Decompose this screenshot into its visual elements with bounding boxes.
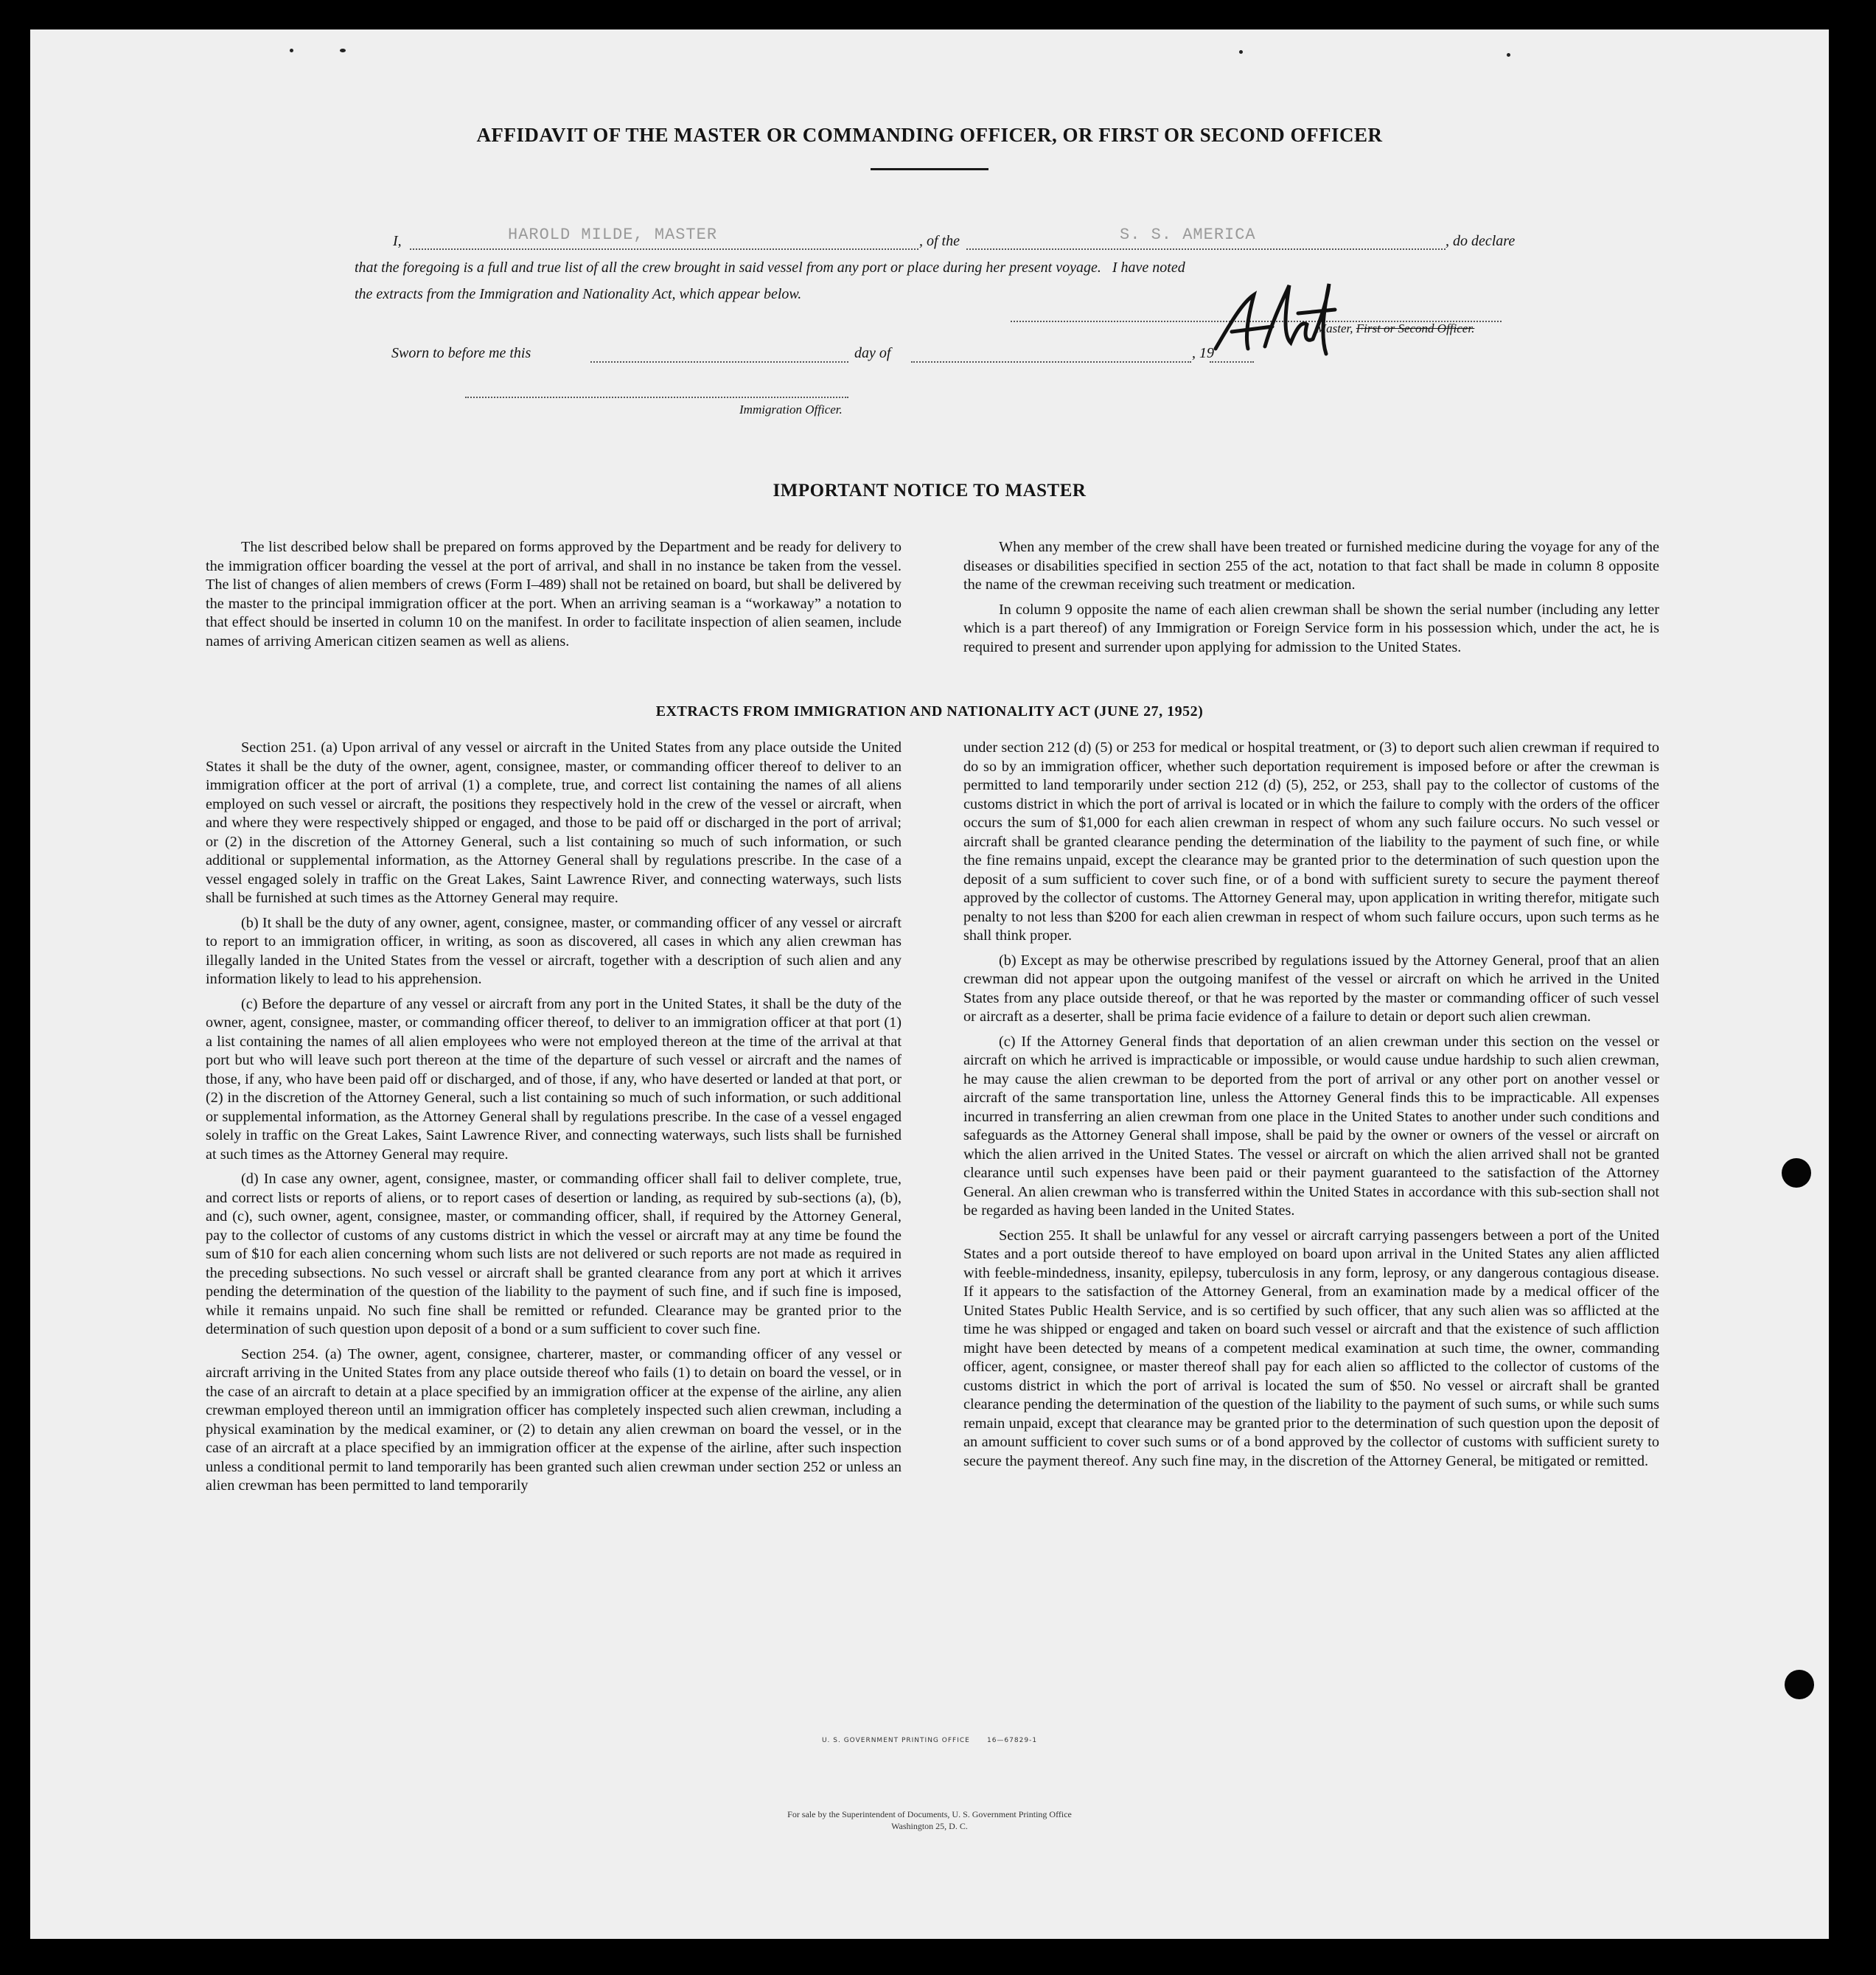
sworn-day-line xyxy=(590,361,848,363)
printer-imprint: U. S. GOVERNMENT PRINTING OFFICE 16—67829-1 xyxy=(821,1737,1038,1744)
section-254-b: (b) Except as may be otherwise prescribed by regulations issued by the Attorney General, proof that an alien crewman did not appear upon the outgoing manifest of the vessel or aircraft on which he arrived in the United States from any place outside thereof, or that he was reported by the master or commanding officer of such vessel or aircraft as a deserter, shall be prima facie evidence of a failure to detain or deport such alien crewman. xyxy=(963,952,1659,1025)
section-255: Section 255. It shall be unlawful for any vessel or aircraft carrying passengers between a port of the United States and a port outside thereof to have employed on board upon arrival in the United States any alien afflicted with feeble-mindedness, insanity, epilepsy, tuberculosis in any form, leprosy, or any dangerous contagious disease. If it appears to the satisfaction of the Attorney General, from an examination made by a medical officer of the United States Public Health Service, and is so certified by such officer, that any such alien was so afflicted at the time he was shipped or engaged and taken on board such vessel or aircraft and that the existence of such affliction might have been detected by means of a competent medical examination at such time, the owner, commanding officer, agent, consignee, or master thereof shall pay for each alien so afflicted to the collector of customs of the customs district in which the port of arrival is located the sum of $50. No vessel or aircraft shall be granted clearance pending the determination of the question of the liability to the payment of such sums, or while such sums remain unpaid, except that clearance may be granted prior to the determination of such question upon the deposit of an amount sufficient to cover such sums or of a bond approved by the collector of customs with sufficient surety to secure the payment thereof. Any such fine may, in the discretion of the Attorney General, be mitigated or remitted. xyxy=(963,1227,1659,1469)
punch-hole xyxy=(1785,1670,1814,1699)
name-line xyxy=(410,248,918,250)
statement-line-1: that the foregoing is a full and true list of all the crew brought in said vessel from any port or place during her present voyage. I have noted xyxy=(355,259,1185,276)
signer-title xyxy=(1316,321,1474,336)
officer-label: Immigration Officer. xyxy=(739,403,843,417)
section-254-a-continued: under section 212 (d) (5) or 253 for medical or hospital treatment, or (3) to deport such alien crewman if required to do so by an immigration officer, whether such deportation requirement is imposed before or after the crewman is permitted to land temporarily under section 212 (d) (5), 252, or 253, shall pay to the collector of customs of the customs district in which the port of arrival is located or in which the failure to comply with the orders of the officer occurs the sum of $1,000 for each alien crewman in respect of whom any such failure occurs. No such vessel or aircraft shall be granted clearance pending the determination of the liability to the payment of such fine, or while the fine remains unpaid, except the clearance may be granted prior to the determination of such question upon the deposit of a sum sufficient to cover such fine, or of a bond with sufficient surety to secure the payment thereof approved by the collector of customs. The Attorney General may, upon application in writing therefor, mitigate such penalty to not less than $200 for each alien crewman in respect of whom such failure occurs, upon such terms as he shall think proper. xyxy=(963,739,1659,944)
scan-speck xyxy=(1239,50,1243,54)
extracts-title: EXTRACTS FROM IMMIGRATION AND NATIONALITY ACT (JUNE 27, 1952) xyxy=(655,703,1204,720)
i-label: I, xyxy=(393,233,402,249)
section-254-a: Section 254. (a) The owner, agent, consignee, charterer, master, or commanding officer of any vessel or aircraft arriving in the United States from any place outside thereof who fails (1) to detain on board the vessel, or in the case of an aircraft to detain at a place specified by an immigration officer at the expense of the airline, any alien crewman employed thereon until an immigration officer has completely inspected such alien crewman, including a physical examination by the medical examiner, or (2) to detain any alien crewman on board the vessel, or in the case of an aircraft at a place specified by an immigration officer at the expense of the airline, after such inspection unless a conditional permit to land temporarily has been granted such alien crewman under section 252 or unless an alien crewman has been permitted to land temporarily xyxy=(206,1345,902,1494)
struck-role: First or Second Officer. xyxy=(1356,321,1475,335)
affidavit-title: AFFIDAVIT OF THE MASTER OR COMMANDING OFFICER, OR FIRST OR SECOND OFFICER xyxy=(476,124,1383,146)
day-of-label: day of xyxy=(854,345,891,361)
scan-speck xyxy=(340,49,346,52)
extracts-right xyxy=(963,739,1659,1477)
master-name-field: HAROLD MILDE, MASTER xyxy=(508,226,718,244)
sale-notice-line-1: For sale by the Superintendent of Documents, U. S. Government Printing Office xyxy=(787,1809,1072,1819)
statement-line-2: the extracts from the Immigration and Nationality Act, which appear below. xyxy=(355,286,802,302)
vessel-line xyxy=(966,248,1446,250)
scan-speck xyxy=(290,49,293,52)
notice-right-paragraph-1: When any member of the crew shall have been treated or furnished medicine during the voyage for any of the diseases or disabilities specified in section 255 of the act, notation to that fact shall be made in column 8 opposite the name of the crewman receiving such treatment or medication. xyxy=(963,539,1659,593)
sworn-month-line xyxy=(911,361,1191,363)
section-254-c: (c) If the Attorney General finds that deportation of an alien crewman under this section on the vessel or aircraft on which he arrived is impracticable or impossible, or would cause undue hardship to such alien crewman, he may cause the alien crewman to be deported from the port of arrival or any other port on another vessel or aircraft of the same transportation line, unless the Attorney General finds this to be impracticable. All expenses incurred in transferring an alien crewman from one place in the United States to another under such conditions and safeguards as the Attorney General shall impose, shall be paid by the owner or owners of the vessel or aircraft on which the alien arrived in the United States. The vessel or aircraft on which the alien arrived shall not be granted clearance until such expenses have been paid or their payment guaranteed to the satisfaction of the Attorney General. An alien crewman who is transferred within the United States in accordance with this sub-section shall not be regarded as having been landed in the United States. xyxy=(963,1033,1659,1219)
of-the-label: , of the xyxy=(919,233,960,249)
vessel-name-field: S. S. AMERICA xyxy=(1120,226,1256,244)
sworn-label: Sworn to before me this xyxy=(391,345,531,361)
section-251-c: (c) Before the departure of any vessel or aircraft from any port in the United States, it shall be the duty of the owner, agent, consignee, master, or commanding officer thereof, to deliver to an immigration officer at that port (1) a list containing the names of all alien employees who were not employed thereon at the time of the arrival at that port but who will leave such port thereon at the time of the departure of such vessel or aircraft and the names of those, if any, who have been paid off or discharged, and of those, if any, who have deserted or landed at that port, or (2) in the discretion of the Attorney General, such a list containing so much of such information, or such additional or supplemental information, as the Attorney General shall by regulations prescribe. In the case of a vessel engaged solely in traffic on the Great Lakes, Saint Lawrence River, and connecting waterways, such lists shall be furnished at such times as the Attorney General may require. xyxy=(206,995,902,1163)
master-signature xyxy=(1202,269,1342,372)
officer-signature-line xyxy=(465,397,848,398)
year-line xyxy=(1210,361,1254,363)
do-declare-label: , do declare xyxy=(1446,233,1516,249)
notice-title: IMPORTANT NOTICE TO MASTER xyxy=(773,481,1087,501)
notice-right xyxy=(963,538,1659,663)
form-page xyxy=(30,29,1829,1939)
punch-hole xyxy=(1782,1158,1811,1188)
section-251-b: (b) It shall be the duty of any owner, agent, consignee, master, or commanding officer of any vessel or aircraft to report to an immigration officer, in writing, as soon as discovered, all cases in which any alien crewman has illegally landed in the United States from the vessel or aircraft, together with a description of such alien and any information likely to lead to his apprehension. xyxy=(206,914,902,987)
extracts-left xyxy=(206,739,902,1502)
section-251-a: Section 251. (a) Upon arrival of any vessel or aircraft in the United States from any place outside the United States it shall be the duty of the owner, agent, consignee, master, or commanding officer thereof to deliver to an immigration officer at the port of arrival (1) a complete, true, and correct list containing the names of all aliens employed on such vessel or aircraft, the positions they respectively hold in the crew of the vessel or aircraft, when and where they were respectively shipped or engaged, and those to be paid off or discharged in the port of arrival; or (2) in the discretion of the Attorney General, such a list containing so much of such information, or such additional or supplemental information, as the Attorney General shall by regulations prescribe. In the case of a vessel engaged solely in traffic on the Great Lakes, Saint Lawrence River, and connecting waterways, such lists shall be furnished at such times as the Attorney General may require. xyxy=(206,739,902,906)
sale-notice-line-2: Washington 25, D. C. xyxy=(891,1821,968,1831)
notice-right-paragraph-2: In column 9 opposite the name of each alien crewman shall be shown the serial number (including any letter which is a part thereof) of any Immigration or Foreign Service form in his possession which, under the act, he is required to present and surrender upon applying for admission to the United States. xyxy=(963,601,1659,655)
master-role: Master, xyxy=(1316,321,1353,335)
section-251-d: (d) In case any owner, agent, consignee, master, or commanding officer shall fail to deliver complete, true, and correct lists or reports of aliens, or to report cases of desertion or landing, as required by sub-sections (a), (b), and (c), such owner, agent, consignee, master, or commanding officer, shall, if required by the Attorney General, pay to the collector of customs of any customs district in which the vessel or aircraft may at any time be found the sum of $10 for each alien concerning whom such lists are not delivered or such reports are not made as required in the preceding subsections. No such vessel or aircraft shall be granted clearance from any port at which it arrives pending the determination of the question of the liability to the payment of such fine, and if such fine is imposed, while it remains unpaid. No such fine shall be remitted or refunded. Clearance may be granted prior to the determination of such question upon deposit of a bond or a sum sufficient to cover such fine. xyxy=(206,1171,902,1337)
notice-left-paragraph: The list described below shall be prepared on forms approved by the Department and be ready for delivery to the immigration officer boarding the vessel at the port of arrival, and shall in no instance be taken from the vessel. The list of changes of alien members of crews (Form I–489) shall not be retained on board, but shall be delivered by the master to the principal immigration officer at the port. When an arriving seaman is a “workaway” a notation to that effect should be inserted in column 10 on the manifest. In order to facilitate inspection of alien seamen, include names of arriving American citizen seamen as well as aliens. xyxy=(206,539,902,649)
notice-left xyxy=(206,538,902,657)
year-label: , 19 xyxy=(1192,345,1214,361)
title-rule xyxy=(871,168,988,170)
scan-speck xyxy=(1507,53,1510,57)
